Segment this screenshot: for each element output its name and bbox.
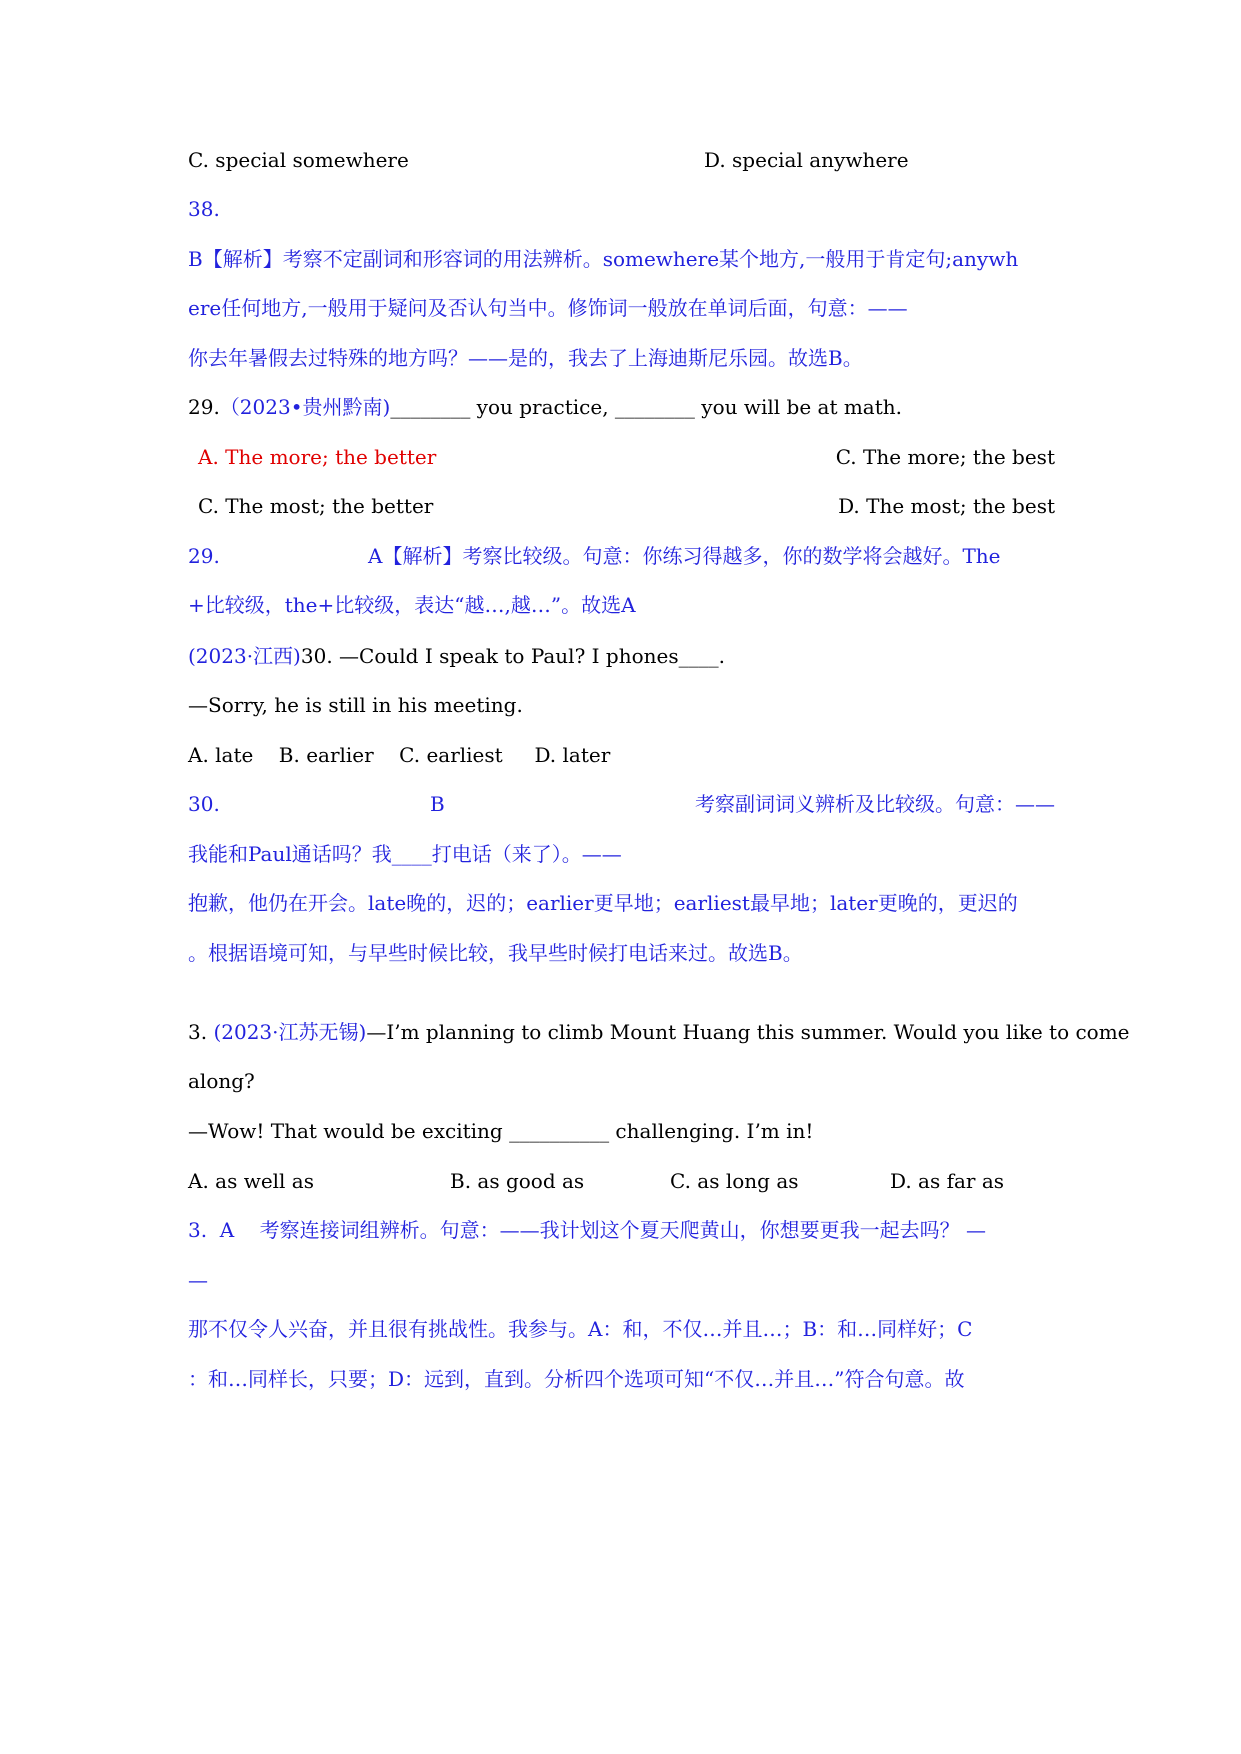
answer-38-line-2: ere任何地方,一般用于疑问及否认句当中。修饰词一般放在单词后面，句意：—— — [188, 296, 908, 320]
question-3-option-b: B. as good as — [450, 1169, 585, 1193]
answer-30-number: 30. — [188, 792, 220, 816]
question-30-stem — [188, 643, 1055, 669]
question-29-option-a: A. The more; the better — [198, 445, 437, 469]
answer-38-number: 38. — [188, 197, 220, 221]
question-3-reply: —Wow! That would be exciting __________ challenging. I’m in! — [188, 1119, 814, 1143]
question-3-number: 3. — [188, 1020, 214, 1044]
answer-29-number: 29. — [188, 544, 220, 568]
question-3-option-c: C. as long as — [670, 1169, 799, 1193]
q37-option-d: D. special anywhere — [704, 148, 909, 172]
question-29-number: 29. — [188, 395, 220, 419]
question-3-option-d: D. as far as — [890, 1169, 1005, 1193]
answer-3-line-4: ：和…同样长，只要；D：远到，直到。分析四个选项可知“不仅…并且…”符合句意。故 — [188, 1367, 965, 1391]
answer-30-text: 考察副词词义辨析及比较级。句意：—— — [695, 792, 1055, 816]
answer-30-line-4: 。根据语境可知，与早些时候比较，我早些时候打电话来过。故选B。 — [188, 941, 803, 965]
question-3-stem-line-1 — [188, 1019, 1130, 1045]
question-29-option-d: D. The most; the best — [838, 494, 1055, 518]
question-30-reply: —Sorry, he is still in his meeting. — [188, 693, 523, 717]
question-29-text: ________ you practice, ________ you will be at math. — [390, 395, 903, 419]
answer-38-line-1: B【解析】考察不定副词和形容词的用法辨析。somewhere某个地方,一般用于肯定句;anywh — [188, 247, 1019, 271]
question-30-options: A. late B. earlier C. earliest D. later — [188, 743, 611, 767]
answer-29-line-2: +比较级，the+比较级，表达“越…,越…”。故选A — [188, 593, 636, 617]
question-30-text: 30. —Could I speak to Paul? I phones____. — [300, 644, 725, 668]
question-3-text: —I’m planning to climb Mount Huang this summer. Would you like to come — [366, 1020, 1130, 1044]
answer-30-line-2: 我能和Paul通话吗？我____打电话（来了）。—— — [188, 842, 622, 866]
answer-30-line-3: 抱歉，他仍在开会。late晚的，迟的；earlier更早地；earliest最早地；later更晚的，更迟的 — [188, 891, 1018, 915]
question-29-option-c: C. The more; the best — [835, 445, 1055, 469]
question-30-source: (2023·江西) — [188, 644, 301, 668]
question-3-source: (2023·江苏无锡) — [213, 1020, 367, 1044]
answer-3-line-2: — — [188, 1268, 208, 1292]
question-3-stem-line-2: along? — [188, 1069, 255, 1093]
question-29-source: （2023•贵州黔南) — [219, 395, 391, 419]
answer-38-line-3: 你去年暑假去过特殊的地方吗？——是的，我去了上海迪斯尼乐园。故选B。 — [188, 346, 863, 370]
answer-3-line-1: 3. A 考察连接词组辨析。句意：——我计划这个夏天爬黄山，你想要更我一起去吗？ — — [188, 1218, 987, 1242]
answer-30-letter: B — [430, 792, 445, 816]
answer-3-line-3: 那不仅令人兴奋，并且很有挑战性。我参与。A：和，不仅…并且…；B：和…同样好；C — [188, 1317, 973, 1341]
question-3-option-a: A. as well as — [188, 1169, 314, 1193]
q37-option-c: C. special somewhere — [188, 148, 409, 172]
answer-29-text: A【解析】考察比较级。句意：你练习得越多，你的数学将会越好。The — [368, 544, 1001, 568]
question-29-option-c2: C. The most; the better — [198, 494, 434, 518]
question-29-stem — [188, 394, 1055, 420]
